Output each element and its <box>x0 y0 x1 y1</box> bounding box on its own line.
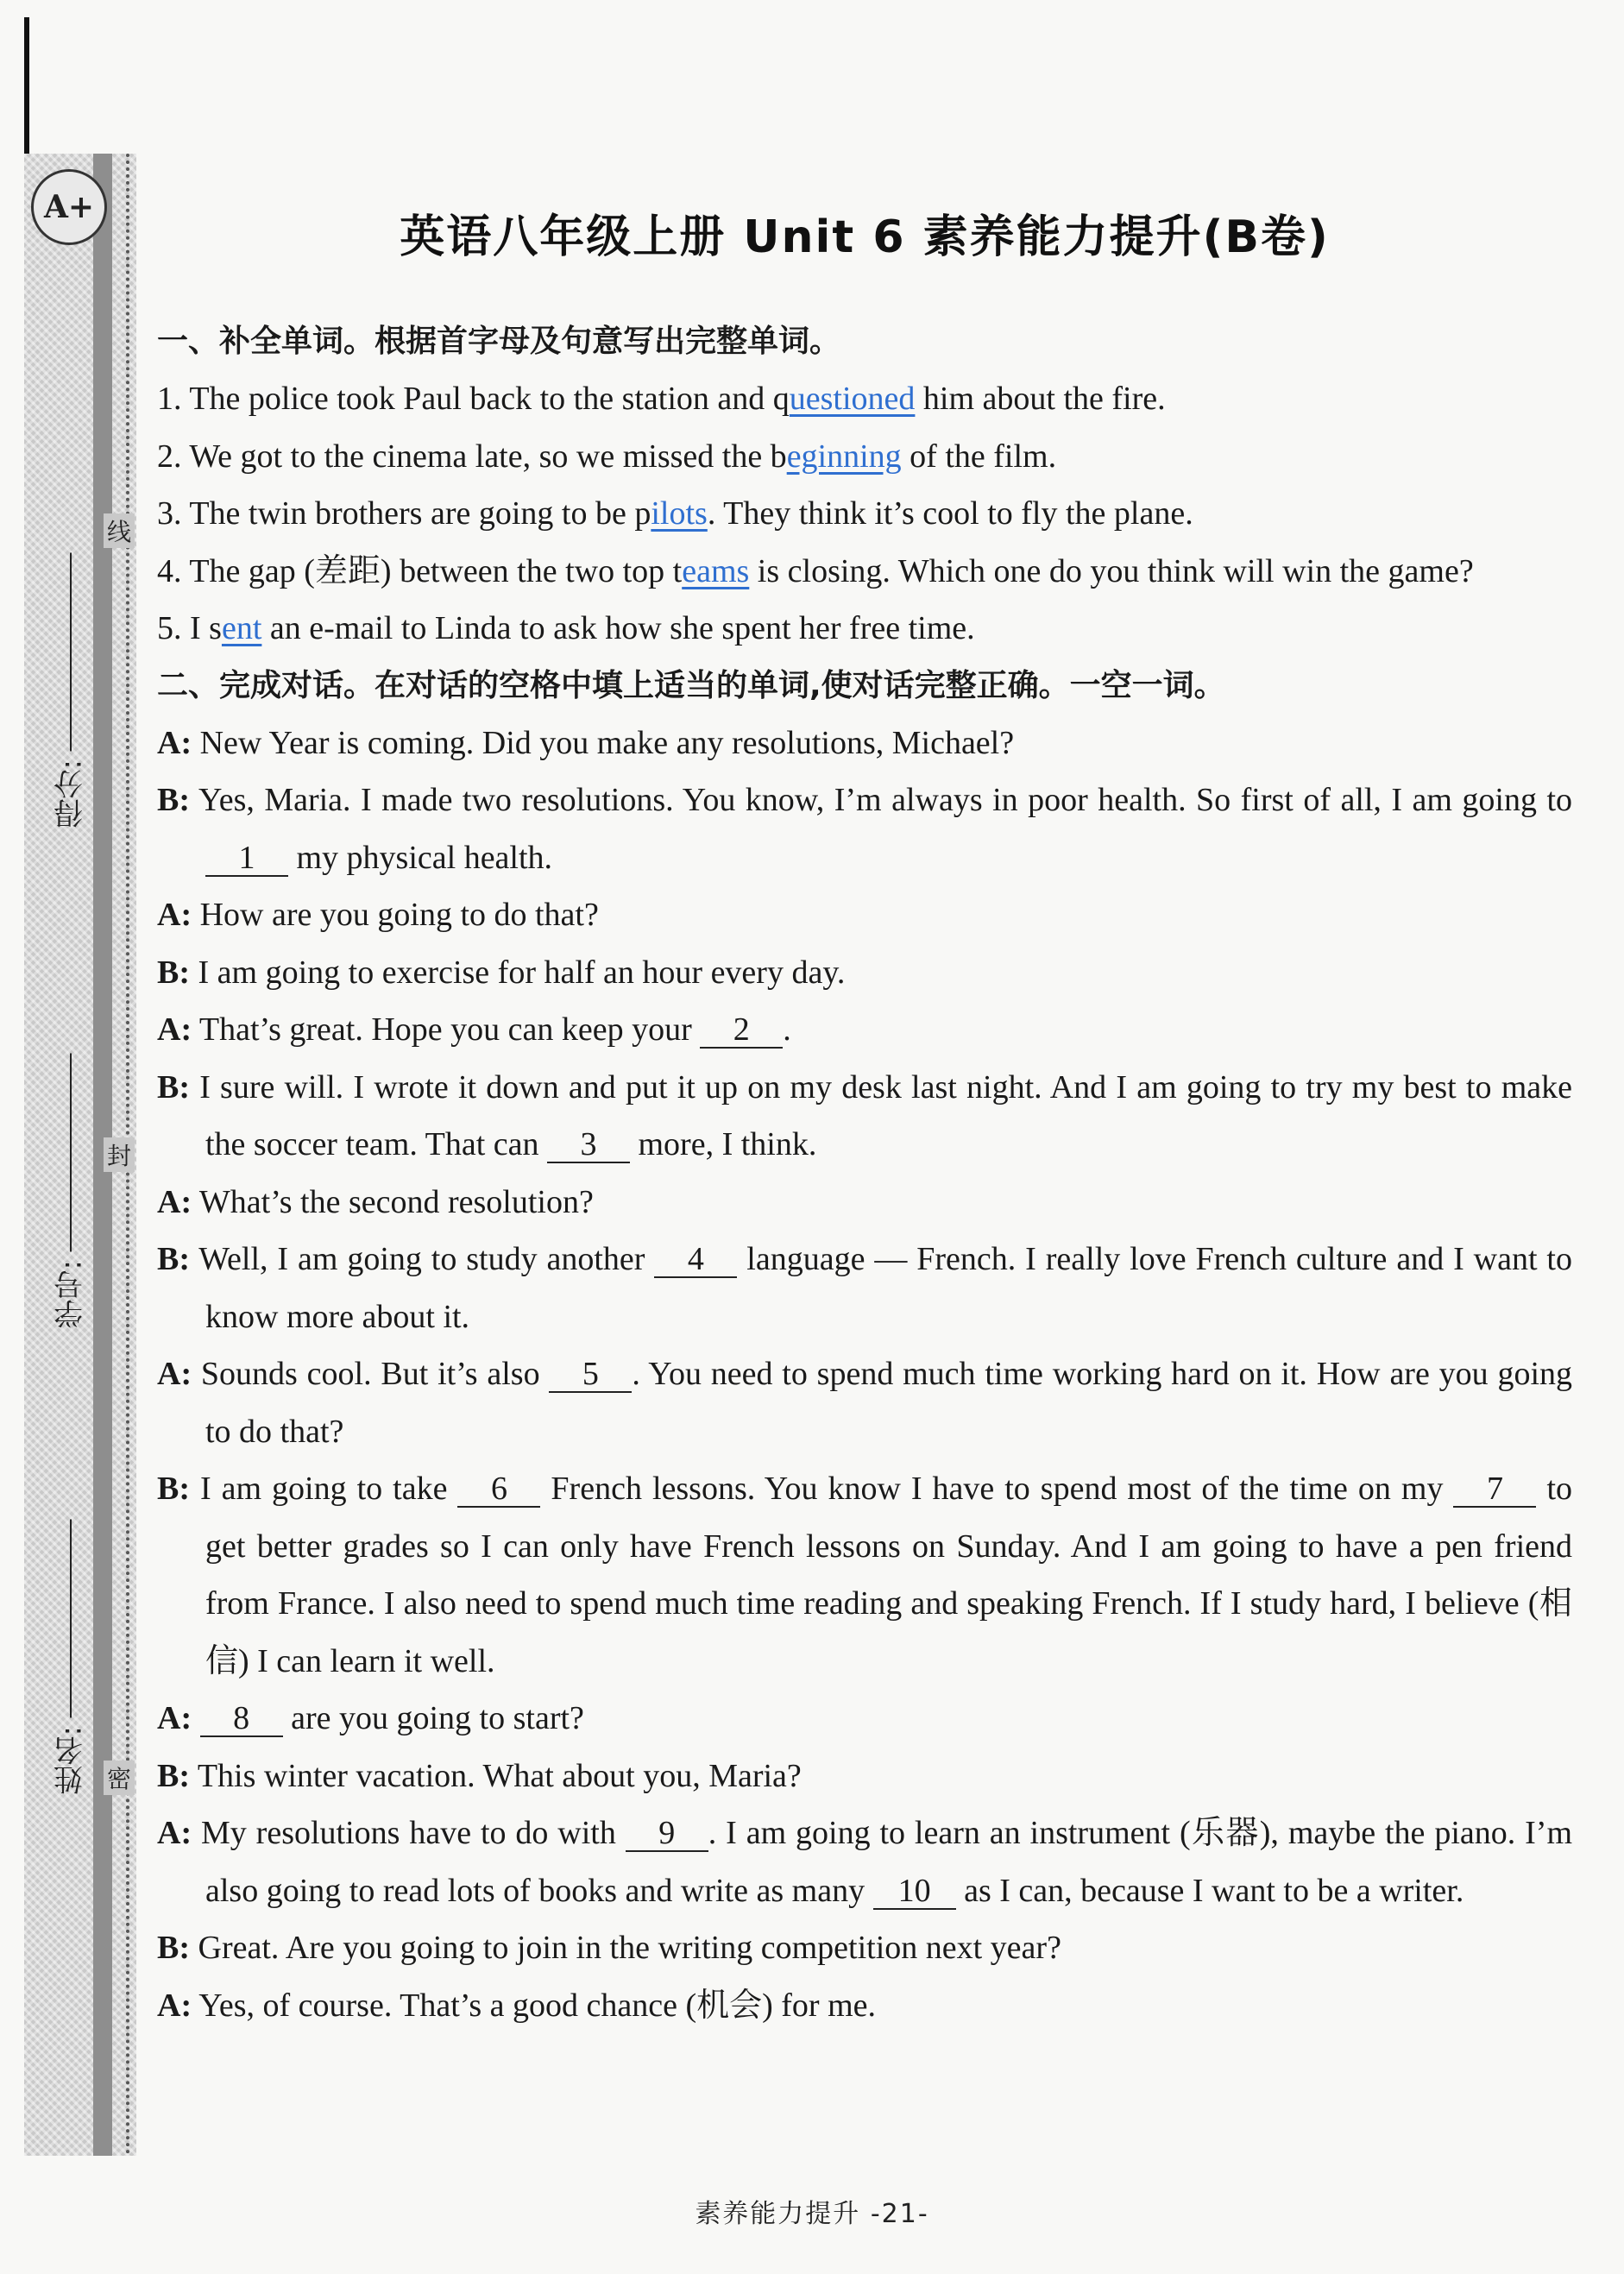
dialogue-text: are you going to start? <box>282 1700 584 1736</box>
name-label: 姓名: <box>54 1726 89 1795</box>
speaker-label: B: <box>157 782 190 818</box>
item-text: of the film. <box>901 438 1057 475</box>
dialogue-text: I sure will. I wrote it down and put it up on my desk last night. And I am going to try my best to make the soccer team. That can <box>190 1068 1572 1162</box>
item-text: 2. We got to the cinema late, so we missed the b <box>157 438 787 475</box>
dialogue-line <box>157 715 1572 772</box>
answer-blank[interactable]: 7 <box>1453 1471 1536 1508</box>
speaker-label: B: <box>157 1471 190 1507</box>
dialogue-line <box>157 886 1572 944</box>
dialogue-text: as I can, because I want to be a writer. <box>955 1872 1464 1909</box>
seal-char-secret: 密 <box>104 1761 135 1795</box>
item-text: 4. The gap (差距) between the two top t <box>157 552 683 589</box>
word-item <box>157 543 1572 601</box>
dialogue-text: What’s the second resolution? <box>192 1183 594 1220</box>
dialogue-line <box>157 1231 1572 1345</box>
dialogue-text: This winter vacation. What about you, Maria? <box>190 1757 802 1794</box>
dialogue-text: Great. Are you going to join in the writing competition next year? <box>190 1930 1061 1966</box>
dialogue-text: . I am going to learn an instrument (乐器), maybe the piano. I’m also going to read lots of books and write as many <box>205 1815 1573 1909</box>
answer-blank[interactable]: 9 <box>626 1816 708 1852</box>
dialogue-line <box>157 1174 1572 1231</box>
dialogue-text: That’s great. Hope you can keep your <box>192 1011 701 1048</box>
dialogue-line <box>157 1977 1572 2035</box>
dialogue-text: more, I think. <box>630 1126 817 1162</box>
dialogue-line <box>157 772 1572 886</box>
seal-char-seal: 封 <box>104 1137 135 1172</box>
worksheet <box>157 200 1572 2034</box>
speaker-label: B: <box>157 954 190 991</box>
speaker-label: B: <box>157 1068 190 1106</box>
item-text: an e-mail to Linda to ask how she spent her free time. <box>261 610 975 646</box>
dialogue-text: Yes, Maria. I made two resolutions. You know, I’m always in poor health. So first of all, I am going to <box>190 782 1572 818</box>
speaker-label: B: <box>157 1930 190 1966</box>
word-item <box>157 600 1572 658</box>
speaker-label: A: <box>157 897 192 933</box>
item-text: 1. The police took Paul back to the station and q <box>157 381 790 417</box>
speaker-label: A: <box>157 724 192 761</box>
dialogue-text: to get better grades so I can only have French lessons on Sunday. And I am going to have a pen friend from France. I also need to spend much time reading and speaking French. If I study hard, I believe (相信) I can learn it well. <box>205 1471 1573 1679</box>
speaker-label: A: <box>157 1700 192 1736</box>
speaker-label: A: <box>157 1987 192 2024</box>
speaker-label: A: <box>157 1815 192 1851</box>
id-field <box>45 1053 97 1328</box>
dialogue-text: How are you going to do that? <box>192 897 599 933</box>
dialogue-text <box>192 1700 200 1736</box>
item-text: 5. I s <box>157 610 222 646</box>
section2-heading: 二、完成对话。在对话的空格中填上适当的单词,使对话完整正确。一空一词。 <box>157 667 1225 703</box>
page-title: 英语八年级上册 Unit 6 素养能力提升(B卷) <box>400 211 1330 263</box>
answer-blank[interactable]: 4 <box>654 1242 737 1278</box>
speaker-label: A: <box>157 1011 192 1048</box>
dialogue-text: . <box>783 1011 791 1048</box>
dialogue-text: I am going to take <box>190 1471 458 1507</box>
name-field <box>45 1519 97 1794</box>
word-item <box>157 370 1572 428</box>
id-label: 学号: <box>54 1260 89 1329</box>
dialogue-line <box>157 1460 1572 1690</box>
dialogue-text: language — French. I really love French culture and I want to know more about it. <box>205 1241 1572 1335</box>
name-line <box>70 1519 72 1717</box>
answer-blank[interactable]: 3 <box>547 1127 630 1163</box>
dialogue-line <box>157 1345 1572 1460</box>
score-label: 得分: <box>54 759 89 828</box>
answer-blank[interactable]: 1 <box>205 841 288 877</box>
dialogue-line <box>157 1805 1572 1919</box>
answer-blank[interactable]: 2 <box>700 1012 783 1049</box>
dialogue-text: New Year is coming. Did you make any resolutions, Michael? <box>192 724 1015 761</box>
speaker-label: A: <box>157 1356 192 1392</box>
speaker-label: B: <box>157 1757 190 1794</box>
section2-dialogue <box>157 715 1572 2035</box>
section1-heading: 一、补全单词。根据首字母及句意写出完整单词。 <box>157 324 841 359</box>
page-footer: 素养能力提升 -21- <box>695 2199 929 2229</box>
score-field <box>45 552 97 828</box>
item-text: 3. The twin brothers are going to be p <box>157 495 651 532</box>
dialogue-text: Yes, of course. That’s a good chance (机会) for me. <box>192 1987 876 2024</box>
answer-blank[interactable]: 8 <box>200 1701 283 1737</box>
dialogue-text: . You need to spend much time working hard on it. How are you going to do that? <box>205 1356 1573 1450</box>
item-text: him about the fire. <box>915 381 1166 417</box>
answer-blank[interactable]: 5 <box>549 1357 632 1393</box>
logo: A+ <box>31 169 107 245</box>
answer-text: eginning <box>786 438 902 475</box>
dialogue-text: French lessons. You know I have to spend most of the time on my <box>540 1471 1454 1507</box>
answer-blank[interactable]: 10 <box>873 1874 956 1910</box>
dialogue-text: Well, I am going to study another <box>190 1241 655 1277</box>
dialogue-text: Sounds cool. But it’s also <box>192 1356 550 1392</box>
dialogue-text: I am going to exercise for half an hour every day. <box>190 954 846 991</box>
dialogue-line <box>157 1748 1572 1805</box>
section1-items <box>157 370 1572 658</box>
dialogue-text: my physical health. <box>288 839 553 876</box>
answer-text: ilots <box>651 495 708 532</box>
answer-text: ent <box>221 610 262 646</box>
score-line <box>70 552 72 751</box>
word-item <box>157 428 1572 486</box>
dialogue-line <box>157 1001 1572 1059</box>
item-text: . They think it’s cool to fly the plane. <box>707 495 1193 532</box>
speaker-label: B: <box>157 1241 190 1277</box>
dialogue-line <box>157 1919 1572 1977</box>
item-text: is closing. Which one do you think will win the game? <box>749 552 1474 589</box>
dialogue-line <box>157 1690 1572 1748</box>
seal-char-line: 线 <box>104 513 135 548</box>
dialogue-line <box>157 1059 1572 1174</box>
dialogue-text: My resolutions have to do with <box>192 1815 626 1851</box>
answer-text: eams <box>682 552 750 589</box>
word-item <box>157 485 1572 543</box>
answer-blank[interactable]: 6 <box>457 1471 540 1508</box>
answer-text: uestioned <box>789 381 916 417</box>
dialogue-line <box>157 944 1572 1002</box>
id-line <box>70 1053 72 1251</box>
speaker-label: A: <box>157 1183 192 1220</box>
